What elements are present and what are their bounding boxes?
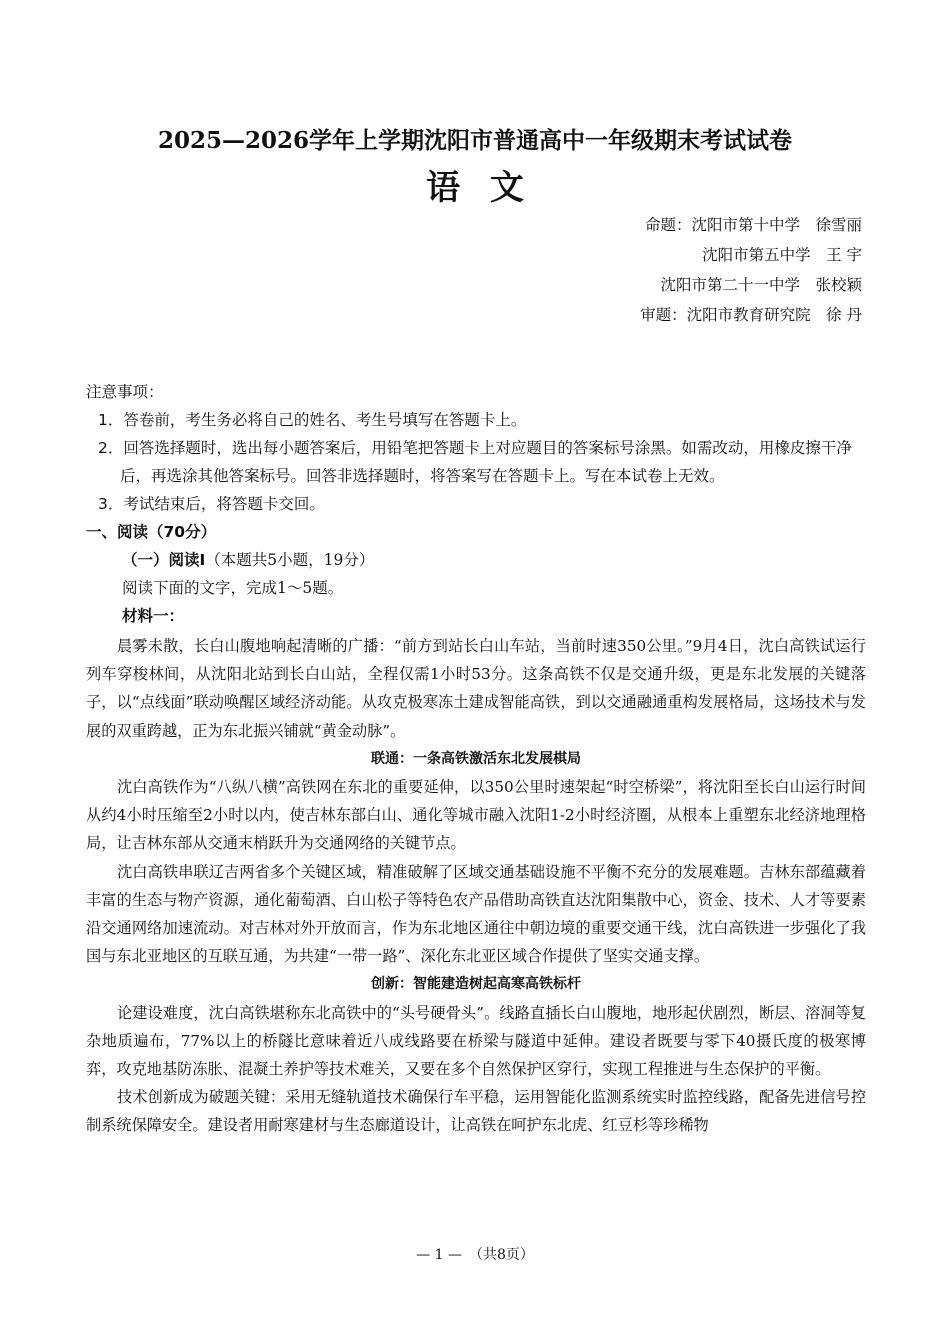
credit-line: 沈阳市第二十一中学 张校颖 bbox=[660, 276, 862, 294]
subject-title: 语 文 bbox=[426, 168, 524, 208]
exam-title: 2025—2026学年上学期沈阳市普通高中一年级期末考试试卷 bbox=[157, 127, 793, 154]
sub-section-label: （一）阅读Ⅰ bbox=[122, 551, 206, 569]
passage-paragraph: 沈白高铁串联辽吉两省多个关键区域，精准破解了区域交通基础设施不平衡不充分的发展难题。吉林东部蕴藏着丰富的生态与物产资源，通化葡萄酒、白山松子等特色农产品借助高铁直达沈阳集散中心，资金、技术、人才等要素沿交通网络加速流动。对吉林对外开放而言，作为东北地区通往中朝边境的重要交通干线，沈白高铁进一步强化了我国与东北亚地区的互联互通，为共建“一带一路”、深化东北亚区域合作提供了坚实交通支撑。 bbox=[86, 862, 866, 966]
page-footer: — 1 — （共8页） bbox=[416, 1247, 534, 1263]
notes-heading: 注意事项： bbox=[86, 383, 164, 401]
sub-section-heading bbox=[86, 546, 876, 574]
note-item: 1．答卷前，考生务必将自己的姓名、考生号填写在答题卡上。 bbox=[98, 411, 527, 429]
material-label: 材料一： bbox=[122, 607, 185, 625]
passage-paragraph: 沈白高铁作为“八纵八横”高铁网在东北的重要延伸，以350公里时速架起“时空桥梁”，将沈阳至长白山运行时间从约4小时压缩至2小时以内，使吉林东部白山、通化等城市融入沈阳1-2小时经济圈，从根本上重塑东北经济地理格局，让吉林东部从交通末梢跃升为交通网络的关键节点。 bbox=[86, 778, 866, 853]
passage bbox=[86, 632, 866, 1140]
section-heading: 一、阅读（70分） bbox=[86, 523, 217, 541]
note-item: 2．回答选择题时，选出每小题答案后，用铅笔把答题卡上对应题目的答案标号涂黑。如需改动，用橡皮擦干净后，再选涂其他答案标号。回答非选择题时，将答案写在答题卡上。写在本试卷上无效。 bbox=[98, 439, 852, 485]
instruction: 阅读下面的文字，完成1～5题。 bbox=[122, 579, 344, 597]
passage-subheading: 创新：智能建造树起高寒高铁标杆 bbox=[371, 976, 581, 993]
passage-paragraph: 论建设难度，沈白高铁堪称东北高铁中的“头号硬骨头”。线路直插长白山腹地，地形起伏剧烈，断层、溶洞等复杂地质遍布，77%以上的桥隧比意味着近八成线路要在桥梁与隧道中延伸。建设者既要与零下40摄氏度的极寒博弈，攻克地基防冻胀、混凝土养护等技术难关，又要在多个自然保护区穿行，实现工程推进与生态保护的平衡。 bbox=[86, 1003, 866, 1079]
passage-paragraph: 技术创新成为破题关键：采用无缝轨道技术确保行车平稳，运用智能化监测系统实时监控线路，配备先进信号控制系统保障安全。建设者用耐寒建材与生态廊道设计，让高铁在呵护东北虎、红豆杉等珍稀物 bbox=[86, 1088, 866, 1135]
credit-line: 命题：沈阳市第十中学 徐雪丽 bbox=[644, 216, 862, 234]
sub-section-info: （本题共5小题，19分） bbox=[205, 551, 375, 569]
notes-block bbox=[86, 378, 876, 518]
note-item: 3．考试结束后，将答题卡交回。 bbox=[98, 495, 325, 513]
credits-block bbox=[640, 210, 862, 330]
credit-line: 沈阳市第五中学 王 宇 bbox=[702, 246, 862, 264]
passage-subheading: 联通：一条高铁激活东北发展棋局 bbox=[371, 750, 581, 767]
credit-line: 审题：沈阳市教育研究院 徐 丹 bbox=[640, 306, 862, 324]
passage-paragraph: 晨雾未散，长白山腹地响起清晰的广播：“前方到站长白山车站，当前时速350公里。”9月4日，沈白高铁试运行列车穿梭林间，从沈阳北站到长白山站，全程仅需1小时53分。这条高铁不仅是交通升级，更是东北发展的关键落子，以“点线面”联动唤醒区域经济动能。从攻克极寒冻土建成智能高铁，到以交通融通重构发展格局，这场技术与发展的双重跨越，正为东北振兴铺就“黄金动脉”。 bbox=[86, 637, 866, 740]
section-block bbox=[86, 518, 876, 630]
